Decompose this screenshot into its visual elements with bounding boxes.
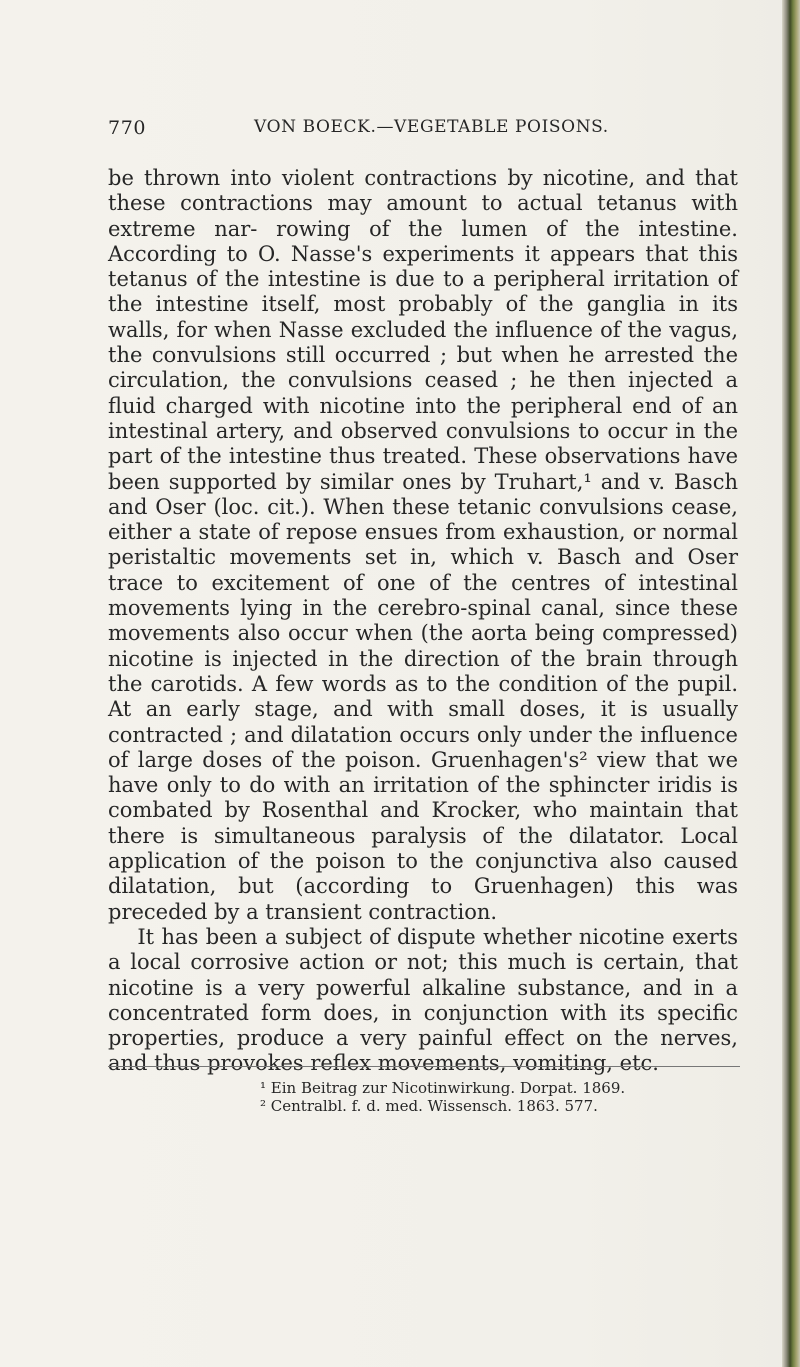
page-header	[108, 117, 738, 147]
footnote-rule	[108, 1066, 740, 1067]
running-head: VON BOECK.—VEGETABLE POISONS.	[254, 117, 609, 137]
paragraph: It has been a subject of dispute whether nicotine exerts a local corrosive action or not; this much is certain, that nicotine is a very powerful alkaline substance, and in a concentrated form does, in conjunction with its specific properties, produce a very painful effect on the nerves, and thus provokes reflex movements, vomiting, etc.	[108, 924, 738, 1076]
body-text	[108, 166, 738, 1077]
page-number: 770	[108, 117, 147, 139]
page-edge	[782, 0, 800, 1367]
footnote: ¹ Ein Beitrag zur Nicotinwirkung. Dorpat. 1869.	[260, 1079, 626, 1097]
footnote: ² Centralbl. f. d. med. Wissensch. 1863. 577.	[260, 1097, 598, 1115]
paragraph: be thrown into violent contractions by nicotine, and that these contractions may amount to actual tetanus with extreme nar- rowing of the lumen of the intestine. According to O. Nasse's experiments it appears that this tetanus of the intestine is due to a peripheral irritation of the intestine itself, most probably of the ganglia in its walls, for when Nasse excluded the influence of the vagus, the convulsions still occurred ; but when he arrested the circulation, the convulsions ceased ; he then injected a fluid charged with nicotine into the peripheral end of an intestinal artery, and observed convulsions to occur in the part of the intestine thus treated. These observations have been supported by similar ones by Truhart,¹ and v. Basch and Oser (loc. cit.). When these tetanic convulsions cease, either a state of repose ensues from exhaustion, or normal peristaltic movements set in, which v. Basch and Oser trace to excitement of one of the centres of intestinal movements lying in the cerebro-spinal canal, since these movements also occur when (the aorta being compressed) nicotine is injected in the direction of the brain through the carotids. A few words as to the condition of the pupil. At an early stage, and with small doses, it is usually contracted ; and dilatation occurs only under the influence of large doses of the poison. Gruenhagen's² view that we have only to do with an irritation of the sphincter iridis is combated by Rosenthal and Krocker, who maintain that there is simultaneous paralysis of the dilatator. Local application of the poison to the conjunctiva also caused dilatation, but (according to Gruenhagen) this was preceded by a transient contraction.	[108, 166, 738, 924]
footnotes	[260, 1079, 730, 1115]
